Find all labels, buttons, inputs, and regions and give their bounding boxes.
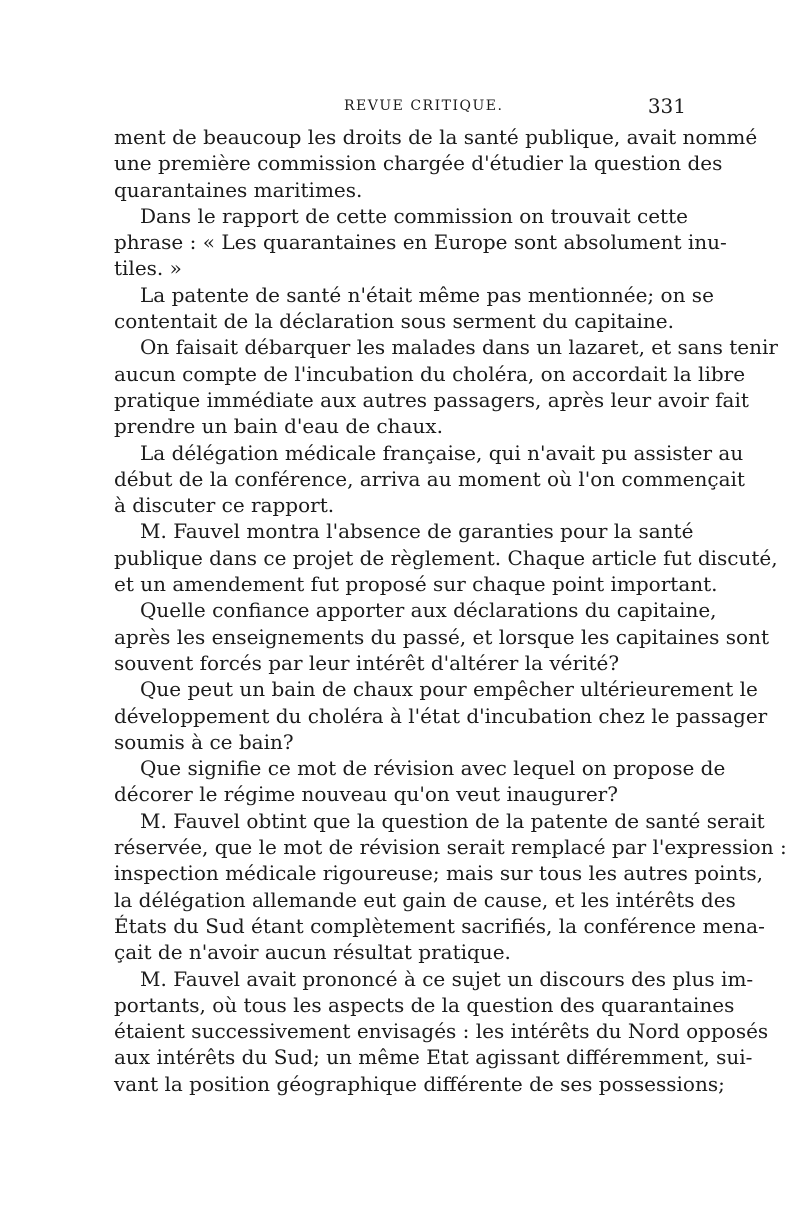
text-line: portants, où tous les aspects de la question des quarantaines xyxy=(114,992,735,1017)
text-line: contentait de la déclaration sous serment du capitaine. xyxy=(114,309,674,334)
text-line: La patente de santé n'était même pas mentionnée; on se xyxy=(140,282,714,307)
text-line: étaient successivement envisagés : les intérêts du Nord opposés xyxy=(114,1019,769,1044)
text-line: M. Fauvel obtint que la question de la patente de santé serait xyxy=(140,808,765,833)
text-line: tiles. » xyxy=(114,256,182,281)
text-line: ment de beaucoup les droits de la santé publique, avait nommé xyxy=(114,125,758,149)
text-line: début de la conférence, arriva au moment où l'on commençait xyxy=(114,466,745,491)
text-line: soumis à ce bain? xyxy=(114,729,294,754)
text-line: quarantaines maritimes. xyxy=(114,177,363,202)
text-line: inspection médicale rigoureuse; mais sur tous les autres points, xyxy=(114,861,764,886)
text-line: Que signifie ce mot de révision avec lequel on propose de xyxy=(140,756,726,781)
text-line: M. Fauvel montra l'absence de garanties pour la santé xyxy=(140,519,694,544)
text-line: vant la position géographique différente de ses possessions; xyxy=(114,1071,725,1096)
running-title: REVUE CRITIQUE. xyxy=(344,98,504,114)
text-line: développement du choléra à l'état d'incubation chez le passager xyxy=(114,703,768,728)
text-line: La délégation médicale française, qui n'avait pu assister au xyxy=(140,440,744,465)
text-line: çait de n'avoir aucun résultat pratique. xyxy=(114,940,511,965)
text-line: On faisait débarquer les malades dans un lazaret, et sans tenir xyxy=(140,335,778,360)
running-header xyxy=(114,96,686,118)
text-line: Quelle confiance apporter aux déclarations du capitaine, xyxy=(140,598,717,623)
text-line: la délégation allemande eut gain de cause, et les intérêts des xyxy=(114,887,736,912)
text-line: phrase : « Les quarantaines en Europe sont absolument inu- xyxy=(114,230,727,255)
text-line: une première commission chargée d'étudier la question des xyxy=(114,151,723,176)
text-line: aucun compte de l'incubation du choléra, on accordait la libre xyxy=(114,361,746,386)
text-line: décorer le régime nouveau qu'on veut inaugurer? xyxy=(114,782,618,807)
text-line: et un amendement fut proposé sur chaque point important. xyxy=(114,572,718,597)
text-line: publique dans ce projet de règlement. Chaque article fut discuté, xyxy=(114,545,778,570)
text-line: Dans le rapport de cette commission on trouvait cette xyxy=(140,203,688,228)
text-line: à discuter ce rapport. xyxy=(114,493,335,518)
text-line: prendre un bain d'eau de chaux. xyxy=(114,414,443,439)
text-line: aux intérêts du Sud; un même Etat agissant différemment, sui- xyxy=(114,1045,753,1070)
text-line: États du Sud étant complètement sacrifiés, la conférence mena- xyxy=(114,913,765,938)
text-line: Que peut un bain de chaux pour empêcher ultérieurement le xyxy=(140,677,758,702)
text-line: souvent forcés par leur intérêt d'altérer la vérité? xyxy=(114,650,620,675)
text-line: réservée, que le mot de révision serait remplacé par l'expression : xyxy=(114,835,787,860)
text-line: après les enseignements du passé, et lorsque les capitaines sont xyxy=(114,624,769,649)
page-number: 331 xyxy=(647,94,686,118)
body-text xyxy=(114,124,787,1097)
text-line: M. Fauvel avait prononcé à ce sujet un discours des plus im- xyxy=(140,966,754,991)
text-line: pratique immédiate aux autres passagers, après leur avoir fait xyxy=(114,387,749,412)
